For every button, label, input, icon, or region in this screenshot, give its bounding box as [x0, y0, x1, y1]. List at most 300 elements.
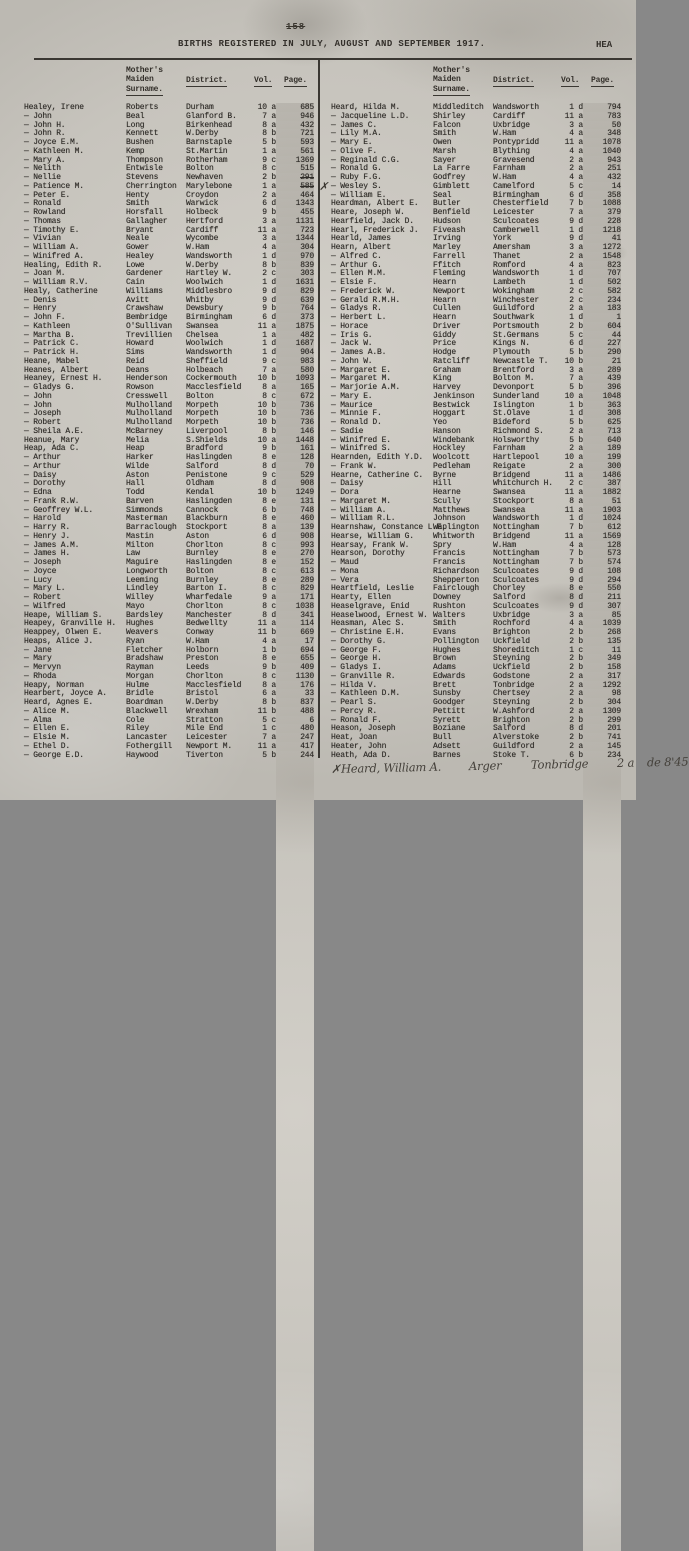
page-cell: 464 [276, 191, 314, 991]
district-cell: W.Derby [186, 698, 219, 707]
maiden-surname-cell: Morgan [126, 671, 154, 681]
page-cell: 379 [583, 208, 621, 1008]
vol-cell: 8 c [262, 540, 276, 550]
maiden-surname-cell: Hudson [433, 216, 461, 226]
name-cell: — George F. [331, 645, 382, 655]
name-cell: — Nelith [24, 164, 61, 174]
page-cell: 460 [276, 514, 314, 1314]
name-cell: Heason, Joseph [331, 724, 396, 734]
vol-cell: 6 a [262, 689, 276, 699]
index-row [24, 304, 316, 313]
vol-cell: 8 c [262, 164, 276, 174]
maiden-surname-cell: Walters [433, 610, 466, 620]
district-cell: Leeds [186, 663, 210, 672]
name-cell: — Ruby F.G. [331, 173, 382, 182]
page-cell: 139 [276, 523, 314, 1323]
page-cell: 783 [583, 112, 621, 912]
index-row [24, 724, 316, 733]
name-cell: — Minnie F. [331, 409, 382, 419]
district-cell: York [493, 234, 512, 244]
name-cell: Hearld, James [331, 234, 391, 244]
page-cell: 199 [583, 453, 621, 1253]
maiden-surname-cell: Windebank [433, 435, 475, 445]
index-row [331, 532, 623, 541]
page-cell: 51 [583, 497, 621, 1297]
page-cell: 294 [583, 576, 621, 1376]
page-cell: 839 [276, 261, 314, 1061]
index-row [331, 374, 623, 383]
maiden-surname-cell: Farrell [433, 251, 466, 261]
index-row [24, 462, 316, 471]
district-cell: Uckfield [493, 636, 530, 646]
vol-cell: 9 c [262, 155, 276, 165]
name-cell: — John W. [331, 356, 373, 366]
vol-cell: 5 c [569, 330, 583, 340]
district-cell: Chesterfield [493, 199, 549, 209]
maiden-surname-cell: Lindley [126, 584, 159, 594]
name-cell: — Dorothy G. [331, 636, 387, 646]
district-cell: Portsmouth [493, 321, 540, 331]
vol-cell: 8 e [262, 514, 276, 524]
vol-cell: 6 b [262, 505, 276, 515]
name-cell: — John [24, 391, 52, 401]
name-cell: — Henry [24, 304, 57, 314]
page-cell: 829 [276, 287, 314, 1087]
index-row [331, 488, 623, 497]
page-cell: 1130 [276, 672, 314, 1472]
index-row [331, 339, 623, 348]
page-cell: 349 [583, 654, 621, 1454]
index-row [24, 392, 316, 401]
index-row [331, 278, 623, 287]
name-cell: Heasman, Alec S. [331, 619, 405, 629]
district-cell: Newhaven [186, 173, 223, 182]
vol-cell: 8 e [262, 558, 276, 567]
district-cell: Guildford [493, 741, 535, 751]
page-cell: 1 [583, 313, 621, 1113]
district-cell: Nottingham [493, 558, 540, 567]
index-row [24, 567, 316, 576]
name-cell: — Dorothy [24, 479, 66, 489]
index-row [24, 672, 316, 681]
page-cell: 135 [583, 637, 621, 1437]
name-cell: — James H. [24, 549, 71, 559]
district-cell: W.Derby [186, 129, 219, 139]
maiden-surname-cell: Shepperton [433, 575, 480, 585]
name-cell: — John F. [24, 313, 66, 322]
index-row [24, 234, 316, 243]
district-cell: Nottingham [493, 523, 540, 532]
index-column-right [319, 66, 689, 777]
vol-cell: 4 a [569, 173, 583, 182]
maiden-surname-cell: Bull [433, 733, 452, 742]
district-cell: Burnley [186, 549, 219, 559]
name-cell: — Jack W. [331, 339, 373, 349]
maiden-surname-cell: Brett [433, 680, 457, 690]
vol-cell: 4 a [262, 636, 276, 646]
page-cell: 158 [583, 663, 621, 1463]
page-cell: 251 [583, 164, 621, 964]
maiden-surname-cell: Sayer [433, 155, 457, 165]
district-cell: Bolton M. [493, 374, 535, 384]
page-cell: 455 [276, 208, 314, 1008]
page-cell: 303 [276, 269, 314, 1069]
page-cell: 98 [583, 689, 621, 1489]
index-row [24, 357, 316, 366]
maiden-surname-cell: Driver [433, 321, 461, 331]
index-row [24, 733, 316, 742]
name-cell: — Vera [331, 575, 359, 585]
vol-cell: 2 a [569, 426, 583, 436]
maiden-surname-cell: Howard [126, 339, 154, 349]
district-cell: Newcastle T. [493, 356, 549, 366]
header-vol: Vol. [561, 76, 580, 85]
name-cell: — Rhoda [24, 671, 57, 681]
district-cell: Islington [493, 400, 535, 410]
district-cell: Morpeth [186, 400, 219, 410]
index-row [331, 138, 623, 147]
index-row [24, 208, 316, 217]
district-cell: Godstone [493, 671, 530, 681]
header-line-surname: Surname. [433, 84, 470, 94]
district-cell: Kings N. [493, 339, 530, 349]
maiden-surname-cell: Brown [433, 654, 457, 664]
maiden-surname-cell: Hearne [433, 488, 461, 497]
district-cell: Cockermouth [186, 374, 237, 384]
page-cell: 307 [583, 602, 621, 1402]
index-row [331, 296, 623, 305]
maiden-surname-cell: Sunsby [433, 689, 461, 699]
page-cell: 1048 [583, 392, 621, 1192]
vol-cell: 9 d [262, 295, 276, 305]
index-row [331, 226, 623, 235]
page-cell: 1631 [276, 278, 314, 1078]
district-cell: Stockport [186, 523, 228, 532]
district-cell: Sunderland [493, 391, 540, 401]
district-cell: Leicester [493, 208, 535, 217]
maiden-surname-cell: Hughes [433, 645, 461, 655]
vol-cell: 8 e [262, 654, 276, 664]
district-cell: Steyning [493, 654, 530, 664]
index-row [331, 357, 623, 366]
index-row [331, 252, 623, 261]
index-row [331, 619, 623, 628]
name-cell: Hearfield, Jack D. [331, 216, 414, 226]
maiden-surname-cell: Harvey [433, 383, 461, 392]
maiden-surname-cell: Johnson [433, 514, 466, 524]
index-row [24, 348, 316, 357]
header-district: District. [186, 76, 228, 85]
district-cell: Plymouth [493, 348, 530, 357]
name-cell: — Wilfred [24, 601, 66, 611]
district-cell: Uckfield [493, 663, 530, 672]
name-cell: — Nellie [24, 173, 61, 182]
name-cell: — Alma [24, 715, 52, 725]
vol-cell: 2 b [569, 636, 583, 646]
district-cell: Farnham [493, 164, 526, 174]
page-cell: 574 [583, 558, 621, 1358]
index-row [24, 444, 316, 453]
maiden-surname-cell: Pettitt [433, 706, 466, 716]
vol-cell: 2 a [569, 164, 583, 174]
index-row [331, 549, 623, 558]
name-cell: — Maud [331, 558, 359, 567]
index-row [331, 471, 623, 480]
name-cell: Heanue, Mary [24, 435, 80, 445]
page-cell: 908 [276, 532, 314, 1332]
vol-cell: 4 a [569, 619, 583, 629]
maiden-surname-cell: Mastin [126, 531, 154, 541]
page-cell: 482 [276, 331, 314, 1131]
name-cell: — Frank R.W. [24, 496, 80, 506]
vol-cell: 2 a [569, 680, 583, 690]
vol-cell: 11 a [564, 488, 583, 497]
index-row [331, 409, 623, 418]
name-cell: — Margaret M. [331, 496, 391, 506]
maiden-surname-cell: Sims [126, 348, 145, 357]
district-cell: Winchester [493, 295, 540, 305]
district-cell: Stratton [186, 715, 223, 725]
index-row [331, 164, 623, 173]
maiden-surname-cell: Smith [433, 129, 457, 139]
name-cell: — Peter E. [24, 190, 71, 200]
page-cell: 176 [276, 681, 314, 1481]
index-row [24, 173, 316, 182]
index-row [24, 164, 316, 173]
district-cell: St.Martin [186, 146, 228, 156]
index-row [24, 593, 316, 602]
name-cell: Heard, Hilda M. [331, 103, 401, 112]
district-cell: Chorlton [186, 671, 223, 681]
name-cell: Hearty, Ellen [331, 593, 391, 602]
page-cell: 300 [583, 462, 621, 1262]
maiden-surname-cell: Hearn [433, 295, 457, 305]
page-cell: 317 [583, 672, 621, 1472]
district-cell: Barton I. [186, 584, 228, 594]
page-cell: 1040 [583, 147, 621, 947]
page-cell: 1687 [276, 339, 314, 1139]
district-cell: W.Ham [186, 243, 210, 252]
district-cell: Middlesbro [186, 286, 233, 296]
maiden-surname-cell: Kennett [126, 129, 159, 139]
page-cell: 348 [583, 129, 621, 929]
maiden-surname-cell: Masterman [126, 514, 168, 524]
district-cell: Swansea [493, 488, 526, 497]
name-cell: — Daisy [331, 479, 364, 489]
vol-cell: 1 d [569, 409, 583, 419]
name-cell: — Patrick H. [24, 348, 80, 357]
index-row [331, 103, 623, 112]
maiden-surname-cell: Fiveash [433, 225, 466, 235]
maiden-surname-cell: Francis [433, 558, 466, 567]
maiden-surname-cell: Marsh [433, 146, 457, 156]
page-cell: 741 [583, 733, 621, 1533]
maiden-surname-cell: Jenkinson [433, 391, 475, 401]
vol-cell: 3 a [569, 365, 583, 375]
corner-code: HEA [596, 40, 613, 50]
maiden-surname-cell: Mayo [126, 601, 145, 611]
index-column-left [24, 66, 316, 759]
name-cell: — William E. [331, 190, 387, 200]
name-cell: Heaselwood, Ernest W. [331, 610, 428, 620]
maiden-surname-cell: Blackwell [126, 706, 168, 716]
name-cell: Hearnshaw, Constance L.E. [331, 523, 447, 532]
maiden-surname-cell: Adams [433, 663, 457, 672]
page-cell: 580 [276, 366, 314, 1166]
page-cell: 946 [276, 112, 314, 912]
maiden-surname-cell: Gimblett [433, 181, 470, 191]
index-row [24, 751, 316, 760]
maiden-surname-cell: Evans [433, 628, 457, 637]
maiden-surname-cell: Wilde [126, 461, 150, 471]
district-cell: Preston [186, 654, 219, 664]
district-cell: Mile End [186, 724, 223, 734]
name-cell: — Frederick W. [331, 286, 396, 296]
vol-cell: 10 b [257, 374, 276, 384]
district-cell: Oldham [186, 479, 214, 489]
maiden-surname-cell: O'Sullivan [126, 321, 173, 331]
index-row [24, 663, 316, 672]
page-cell: 396 [583, 383, 621, 1183]
handwritten-maiden: Arger [468, 758, 502, 774]
name-cell: — George E.D. [24, 750, 84, 760]
page-cell: 1078 [583, 138, 621, 938]
vol-cell: 8 e [262, 496, 276, 506]
name-cell: — Winifred A. [24, 251, 84, 261]
district-cell: Brighton [493, 715, 530, 725]
page-cell: 358 [583, 191, 621, 991]
page-cell: 582 [583, 287, 621, 1087]
page-cell: 108 [583, 567, 621, 1367]
district-cell: Wharfedale [186, 593, 233, 602]
header-line-surname: Surname. [126, 84, 163, 94]
index-row [331, 304, 623, 313]
page-cell: 128 [276, 453, 314, 1253]
index-row [331, 217, 623, 226]
page-cell: 304 [276, 243, 314, 1043]
district-cell: Woolwich [186, 339, 223, 349]
page-cell: 604 [583, 322, 621, 1122]
maiden-surname-cell: Hearn [433, 278, 457, 287]
district-cell: Aston [186, 531, 210, 541]
maiden-surname-cell: McBarney [126, 426, 163, 436]
name-cell: — Daisy [24, 470, 57, 480]
page-cell: 85 [583, 611, 621, 1411]
name-cell: — Mona [331, 566, 359, 576]
page-cell: 669 [276, 628, 314, 1428]
district-cell: Haslingden [186, 496, 233, 506]
maiden-surname-cell: Kemp [126, 146, 145, 156]
maiden-surname-cell: Neale [126, 234, 150, 244]
index-row [24, 226, 316, 235]
page-cell: 993 [276, 541, 314, 1341]
name-cell: — Patrick C. [24, 339, 80, 349]
vol-cell: 5 b [569, 348, 583, 357]
district-cell: Uxbridge [493, 610, 530, 620]
maiden-surname-cell: Stevens [126, 173, 159, 182]
maiden-surname-cell: Cherrington [126, 181, 177, 191]
maiden-surname-cell: Mulholland [126, 400, 173, 410]
index-row [24, 331, 316, 340]
page-cell: 655 [276, 654, 314, 1454]
vol-cell: 2 a [569, 304, 583, 314]
page-cell: 561 [276, 147, 314, 947]
index-row [331, 646, 623, 655]
district-cell: Southwark [493, 313, 535, 322]
maiden-surname-cell: Giddy [433, 330, 457, 340]
district-cell: Wandsworth [493, 103, 540, 112]
vol-cell: 8 c [262, 601, 276, 611]
page-cell: 41 [583, 234, 621, 1034]
vol-cell: 5 b [262, 750, 276, 760]
index-row [24, 199, 316, 208]
page-cell: 529 [276, 471, 314, 1271]
district-cell: Wandsworth [186, 348, 233, 357]
name-cell: Hearl, Frederick J. [331, 225, 419, 235]
vol-cell: 1 d [569, 514, 583, 524]
index-row [24, 611, 316, 620]
vol-cell: 4 a [569, 146, 583, 156]
district-cell: Birkenhead [186, 120, 233, 130]
vol-cell: 8 a [262, 680, 276, 690]
index-row [24, 427, 316, 436]
page-cell: 6 [276, 716, 314, 1516]
page-cell: 432 [276, 121, 314, 921]
name-cell: — William A. [24, 243, 80, 252]
page-cell: 1249 [276, 488, 314, 1288]
vol-cell: 9 d [569, 575, 583, 585]
district-cell: Wandsworth [493, 514, 540, 524]
name-cell: Heat, Joan [331, 733, 378, 742]
vol-cell: 8 d [569, 593, 583, 602]
maiden-surname-cell: Roberts [126, 103, 159, 112]
index-row [24, 278, 316, 287]
vol-cell: 11 a [564, 470, 583, 480]
page-cell: 736 [276, 418, 314, 1218]
name-cell: Heapy, Norman [24, 680, 84, 690]
page-cell: 247 [276, 733, 314, 1533]
page-cell: 488 [276, 707, 314, 1507]
maiden-surname-cell: Francis [433, 549, 466, 559]
name-cell: — Joseph [24, 409, 61, 419]
page-cell: 50 [583, 121, 621, 921]
vol-cell: 2 c [569, 479, 583, 489]
district-cell: Swansea [186, 321, 219, 331]
vol-cell: 4 a [262, 243, 276, 252]
district-cell: Bolton [186, 391, 214, 401]
vol-cell: 1 d [262, 348, 276, 357]
vol-cell: 8 e [262, 453, 276, 462]
index-row [331, 427, 623, 436]
maiden-surname-cell: Rowson [126, 383, 154, 392]
index-row [24, 374, 316, 383]
maiden-surname-cell: Fairclough [433, 584, 480, 594]
index-row [24, 514, 316, 523]
page-cell: 432 [583, 173, 621, 973]
maiden-surname-cell: Cain [126, 278, 145, 287]
vol-cell: 8 d [262, 461, 276, 471]
page-cell: 625 [583, 418, 621, 1218]
name-cell: — Wesley S. [331, 181, 382, 191]
page-cell: 573 [583, 549, 621, 1349]
maiden-surname-cell: Trevillien [126, 330, 173, 340]
vol-cell: 1 d [569, 313, 583, 322]
name-cell: Healing, Edith R. [24, 260, 103, 270]
maiden-surname-cell: Mulholland [126, 418, 173, 427]
vol-cell: 10 b [257, 400, 276, 410]
name-cell: — Olive F. [331, 146, 378, 156]
name-cell: — Arthur [24, 461, 61, 471]
